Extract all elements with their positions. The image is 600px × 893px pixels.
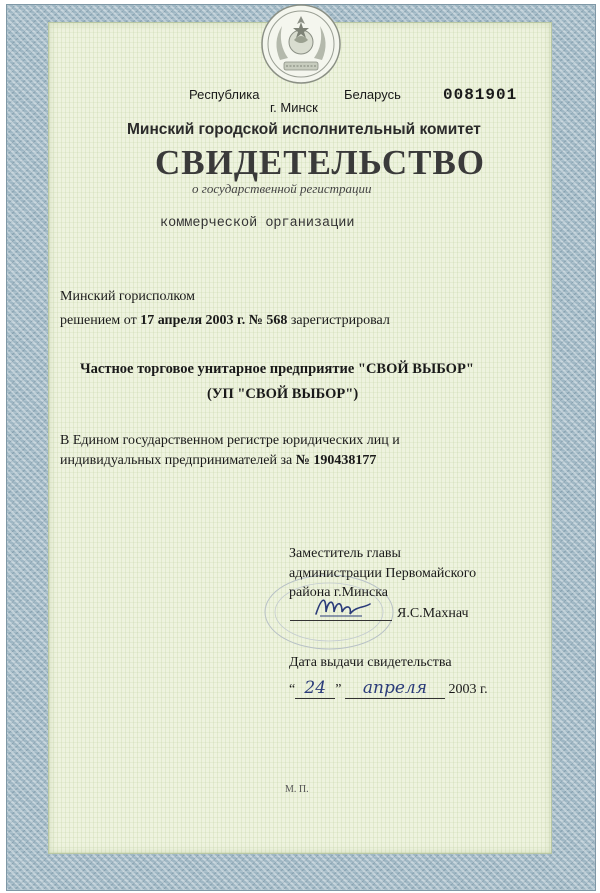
register-line-2	[60, 453, 376, 469]
company-full-name: Частное торговое унитарное предприятие "СВОЙ ВЫБОР"	[80, 361, 474, 377]
issue-year: 2003 г.	[448, 682, 488, 697]
serial-number: 0081901	[443, 86, 518, 104]
register-prefix: индивидуальных предпринимателей за	[60, 453, 293, 468]
country-label-left: Республика	[189, 87, 260, 102]
issue-date-row: “ 24 ” апреля 2003 г.	[289, 678, 488, 698]
signer-position-line-2: администрации Первомайского	[289, 566, 477, 581]
coat-of-arms-emblem	[258, 2, 344, 86]
city-label: г. Минск	[270, 100, 318, 115]
decision-date: 17 апреля 2003 г. № 568	[140, 313, 288, 328]
company-short-name: (УП "СВОЙ ВЫБОР")	[207, 386, 359, 402]
decision-line	[60, 313, 390, 329]
issue-day: 24	[295, 678, 335, 699]
issue-date-label: Дата выдачи свидетельства	[289, 655, 452, 670]
signer-position-line-1: Заместитель главы	[289, 546, 401, 561]
country-label-right: Беларусь	[344, 87, 401, 102]
issuer-name: Минский городской исполнительный комитет	[127, 121, 481, 138]
document-subtitle: о государственной регистрации	[192, 181, 372, 196]
signer-position-line-3: района г.Минска	[289, 585, 389, 600]
registering-authority: Минский горисполком	[60, 289, 196, 304]
register-line-1: В Едином государственном регистре юридических лиц и	[60, 433, 400, 448]
signer-name: Я.С.Махнач	[397, 606, 469, 621]
issue-month: апреля	[345, 678, 445, 699]
decision-prefix: решением от	[60, 313, 137, 328]
document-title: СВИДЕТЕЛЬСТВО	[155, 143, 486, 182]
organization-type: коммерческой организации	[160, 216, 355, 231]
stamp-place-label: М. П.	[285, 784, 309, 795]
register-number: № 190438177	[295, 453, 377, 468]
signature-line	[290, 620, 392, 621]
decision-suffix: зарегистрировал	[290, 313, 390, 328]
handwritten-signature	[312, 592, 374, 622]
